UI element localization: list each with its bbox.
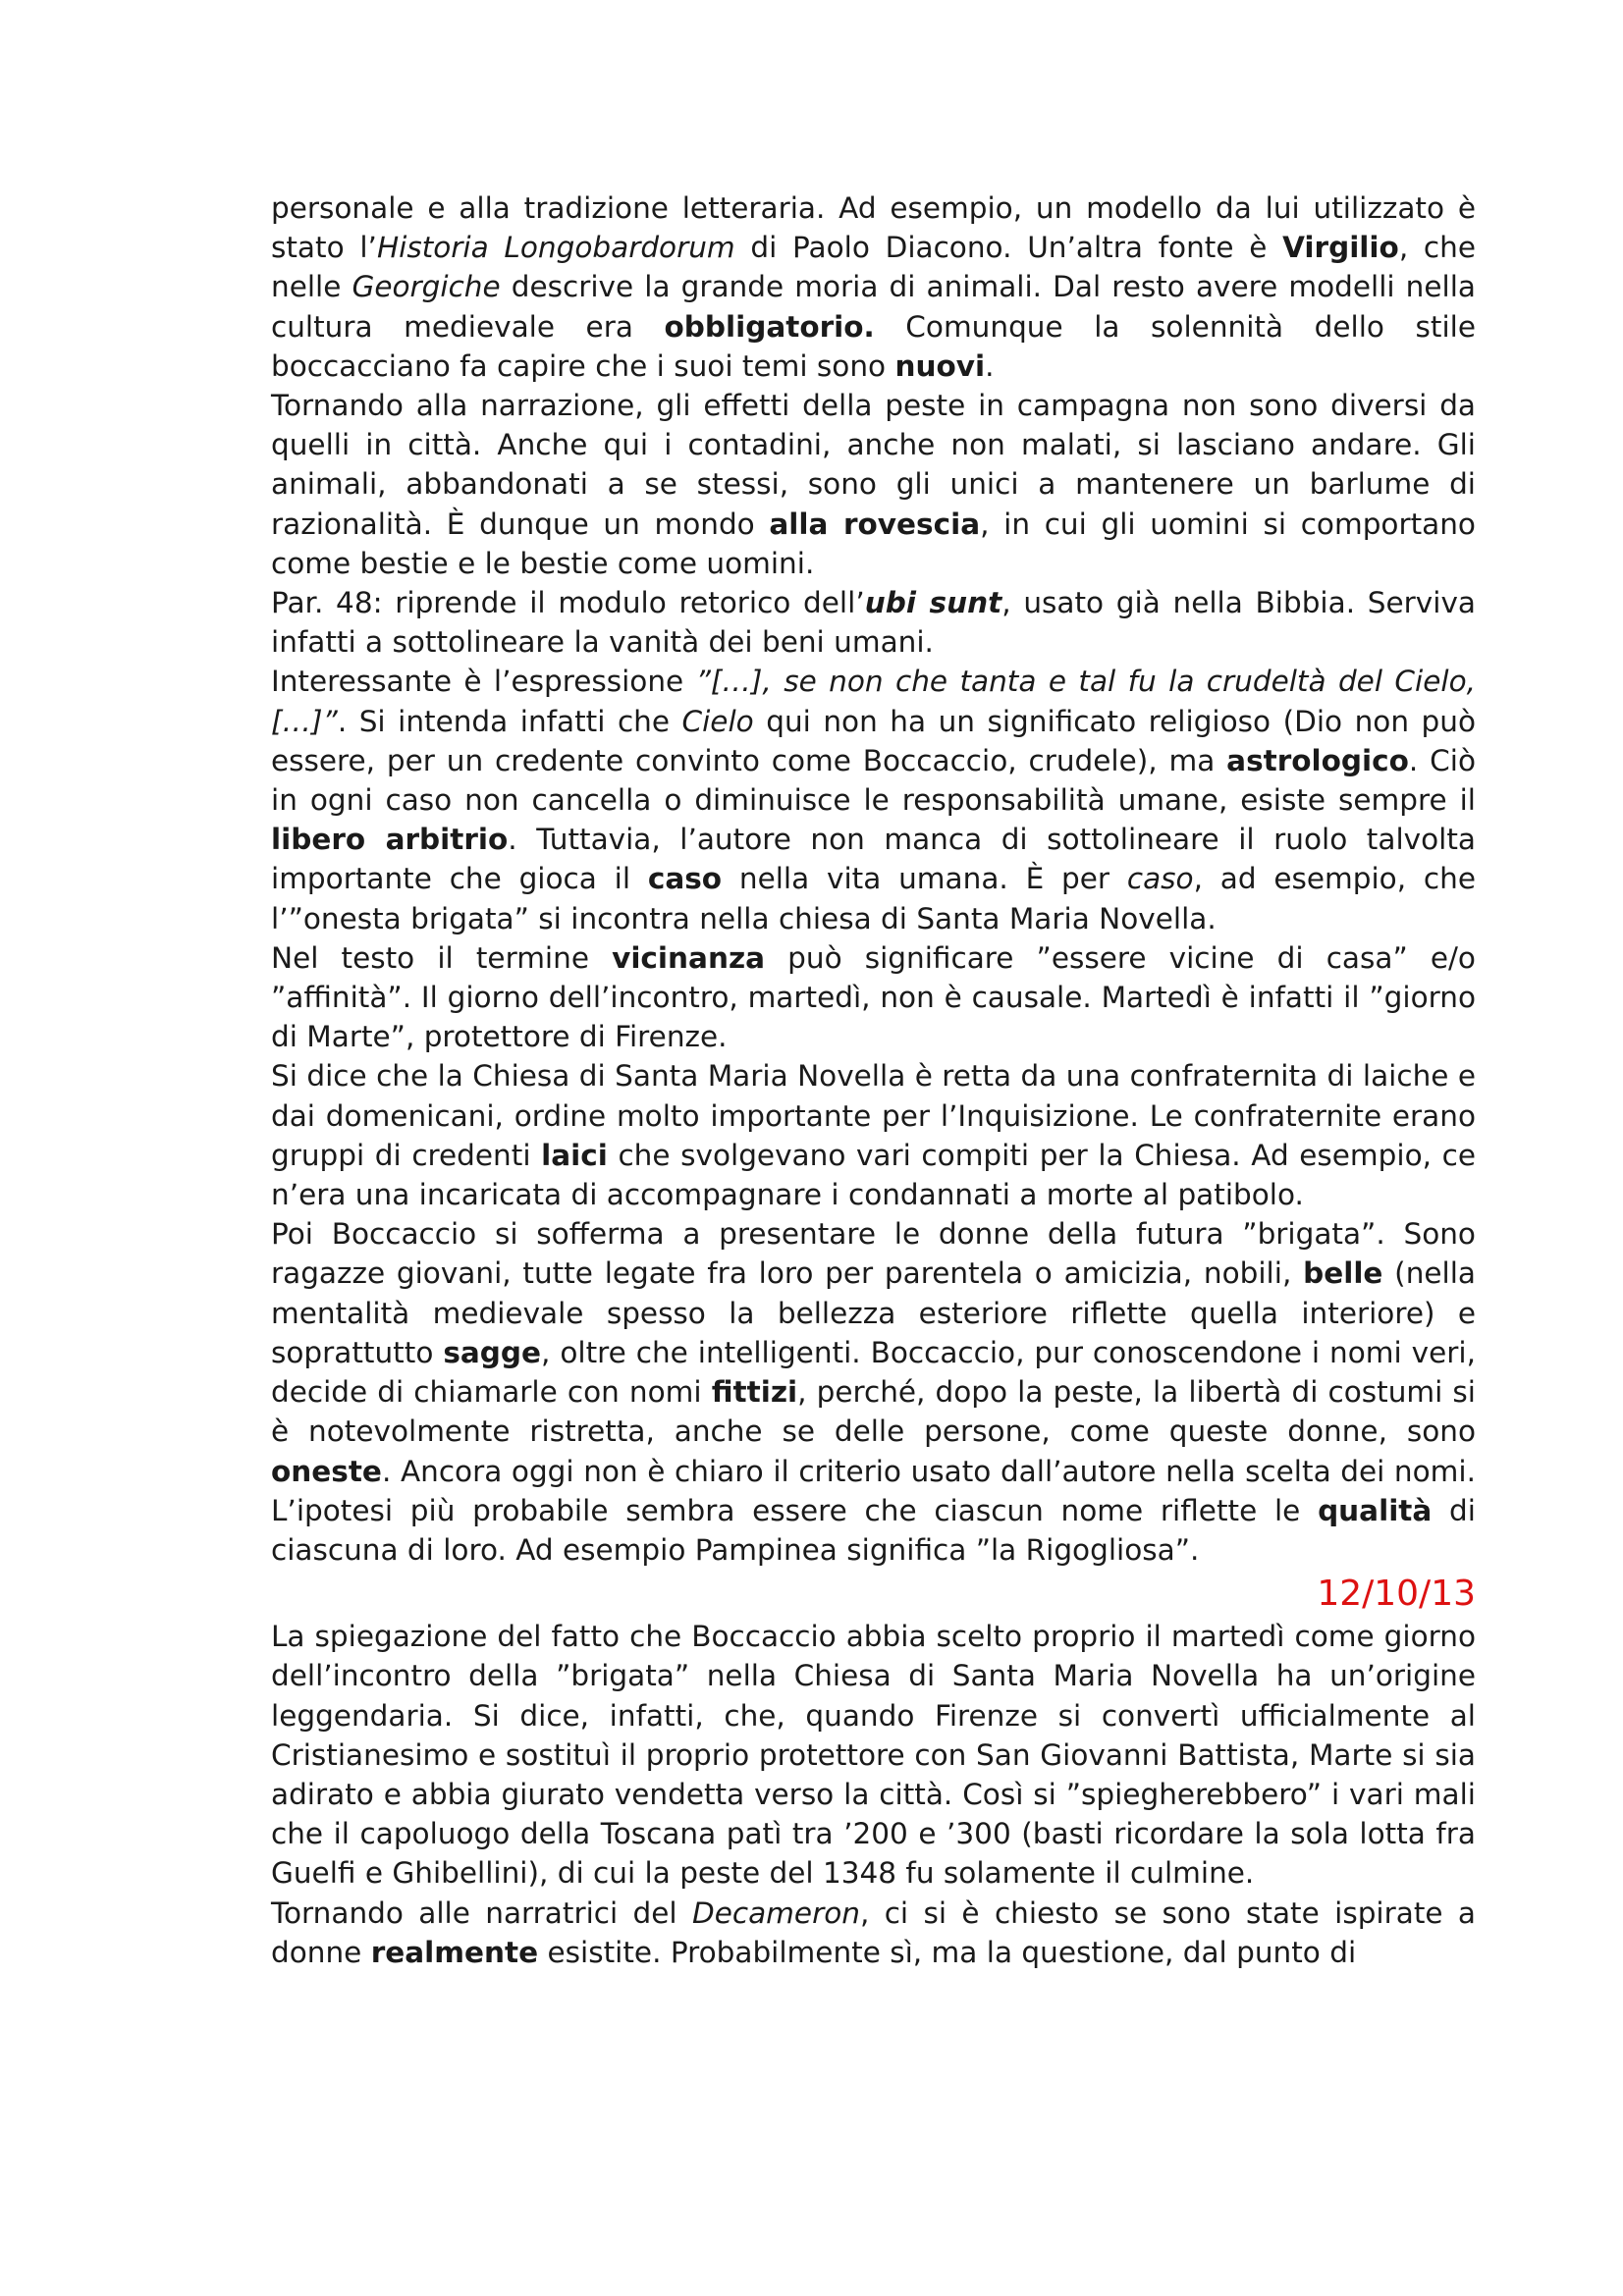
bold-text: qualità [1318,1493,1433,1527]
bold-text: sagge [443,1335,542,1369]
text-run: , ad esempio, che l’”onesta brigata” si incontra nella chiesa di Santa Maria Novella. [271,862,1476,935]
paragraph [271,938,1476,1057]
bold-text: libero arbitrio [271,823,509,857]
text-run: di ciascuna di loro. Ad esempio Pampinea significa ”la Rigogliosa”. [271,1493,1476,1567]
text-run: nella vita umana. È per [722,862,1127,896]
paragraph [271,1617,1476,1893]
text-run: , usato già nella Bibbia. Serviva infatti a sottolineare la vanità dei beni umani. [271,586,1476,660]
text-run: . Si intenda infatti che [337,704,682,738]
italic-text: Historia Longobardorum [376,231,735,265]
paragraph [271,188,1476,386]
bold-text: vicinanza [612,940,766,975]
text-run: personale e alla tradizione letteraria. Ad esempio, un modello da lui utilizzato è stato l’ [271,191,1476,265]
bold-italic-text: ubi sunt [864,586,1002,620]
italic-text: Cielo [681,704,754,738]
paragraphs-before-date [271,188,1476,1570]
date-heading: 12/10/13 [1317,1574,1476,1615]
bold-text: fittizi [711,1375,798,1410]
bold-text: oneste [271,1454,382,1488]
text-run: , che nelle [271,231,1476,304]
text-run: . Ancora oggi non è chiaro il criterio usato dall’autore nella scelta dei nomi. L’ipotesi più probabile sembra essere che ciascun nome riflette le [271,1454,1476,1527]
document-body [271,188,1476,1972]
bold-text: realmente [370,1935,539,1969]
paragraph [271,1214,1476,1570]
text-run: Par. 48: riprende il modulo retorico dell’ [271,586,865,620]
text-run: descrive la grande moria di animali. Dal resto avere modelli nella cultura medievale era [271,270,1477,344]
bold-text: caso [647,862,723,896]
text-run: Tornando alla narrazione, gli effetti della peste in campagna non sono diversi da quelli in città. Anche qui i contadini, anche non malati, si lasciano andare. Gli animali, abbandonati a se stessi, sono gli unici a mantenere un barlume di razionalità. È dunque un mondo [271,389,1476,541]
bold-text: alla rovescia [769,507,981,541]
italic-text: Decameron [692,1896,860,1930]
text-run: che svolgevano vari compiti per la Chiesa. Ad esempio, ce n’era una incaricata di accompagnare i condannati a morte al patibolo. [271,1138,1476,1212]
text-run: , ci si è chiesto se sono state ispirate a donne [271,1896,1476,1969]
text-run: (nella mentalità medievale spesso la bellezza esteriore riflette quella interiore) e soprattutto [271,1256,1477,1369]
paragraph [271,583,1476,662]
text-run: . Ciò in ogni caso non cancella o diminuisce le responsabilità umane, esiste sempre il [271,743,1476,818]
text-run: Nel testo il termine [271,940,613,975]
text-run: Si dice che la Chiesa di Santa Maria Novella è retta da una confraternita di laiche e dai domenicani, ordine molto importante per l’Inquisizione. Le confraternite erano gruppi di credenti [271,1059,1476,1172]
text-run: può significare ”essere vicine di casa” e/o ”affinità”. Il giorno dell’incontro, martedì, non è causale. Martedì è infatti il ”giorno di Marte”, protettore di Firenze. [271,940,1476,1054]
italic-text: caso [1126,862,1194,896]
text-run: Interessante è l’espressione [271,665,696,699]
text-run: , in cui gli uomini si comportano come bestie e le bestie come uomini. [271,507,1476,580]
text-run: La spiegazione del fatto che Boccaccio abbia scelto proprio il martedì come giorno dell’incontro della ”brigata” nella Chiesa di Santa Maria Novella ha un’origine leggendaria. Si dice, infatti, che, quando Firenze si convertì ufficialmente al Cristianesimo e sostituì il proprio protettore con San Giovanni Battista, Marte si sia adirato e abbia giurato vendetta verso la città. Così si ”spiegherebbero” i vari mali che il capoluogo della Toscana patì tra ’200 e ’300 (basti ricordare la sola lotta fra Guelfi e Ghibellini), di cui la peste del 1348 fu solamente il culmine. [271,1620,1476,1891]
paragraph [271,386,1476,583]
text-run: . Tuttavia, l’autore non manca di sottolineare il ruolo talvolta importante che gioca il [271,823,1476,896]
text-run: . [985,348,995,383]
bold-text: Virgilio [1282,231,1399,265]
text-run: Comunque la solennità dello stile boccacciano fa capire che i suoi temi sono [271,309,1476,383]
bold-text: nuovi [894,348,986,383]
text-run: , perché, dopo la peste, la libertà di costumi si è notevolmente ristretta, anche se delle persone, come queste donne, sono [271,1375,1476,1449]
paragraph [271,662,1476,937]
bold-text: belle [1303,1256,1383,1291]
italic-text: Georgiche [352,270,501,304]
paragraph [271,1056,1476,1214]
paragraphs-after-date [271,1617,1476,1972]
text-run: , oltre che intelligenti. Boccaccio, pur conoscendone i nomi veri, decide di chiamarle con nomi [271,1335,1476,1410]
bold-text: laici [541,1138,608,1172]
text-run: di Paolo Diacono. Un’altra fonte è [734,231,1283,265]
text-run: Poi Boccaccio si sofferma a presentare le donne della futura ”brigata”. Sono ragazze giovani, tutte legate fra loro per parentela o amicizia, nobili, [271,1217,1476,1291]
text-run: Tornando alle narratrici del [271,1896,693,1930]
bold-text: obbligatorio. [664,309,875,344]
paragraph [271,1894,1476,1972]
text-run: qui non ha un significato religioso (Dio non può essere, per un credente convinto come Boccaccio, crudele), ma [271,704,1476,777]
bold-text: astrologico [1226,743,1409,777]
text-run: esistite. Probabilmente sì, ma la questione, dal punto di [538,1935,1357,1969]
italic-text: ”[…], se non che tanta e tal fu la crudeltà del Cielo, […]” [271,665,1476,738]
